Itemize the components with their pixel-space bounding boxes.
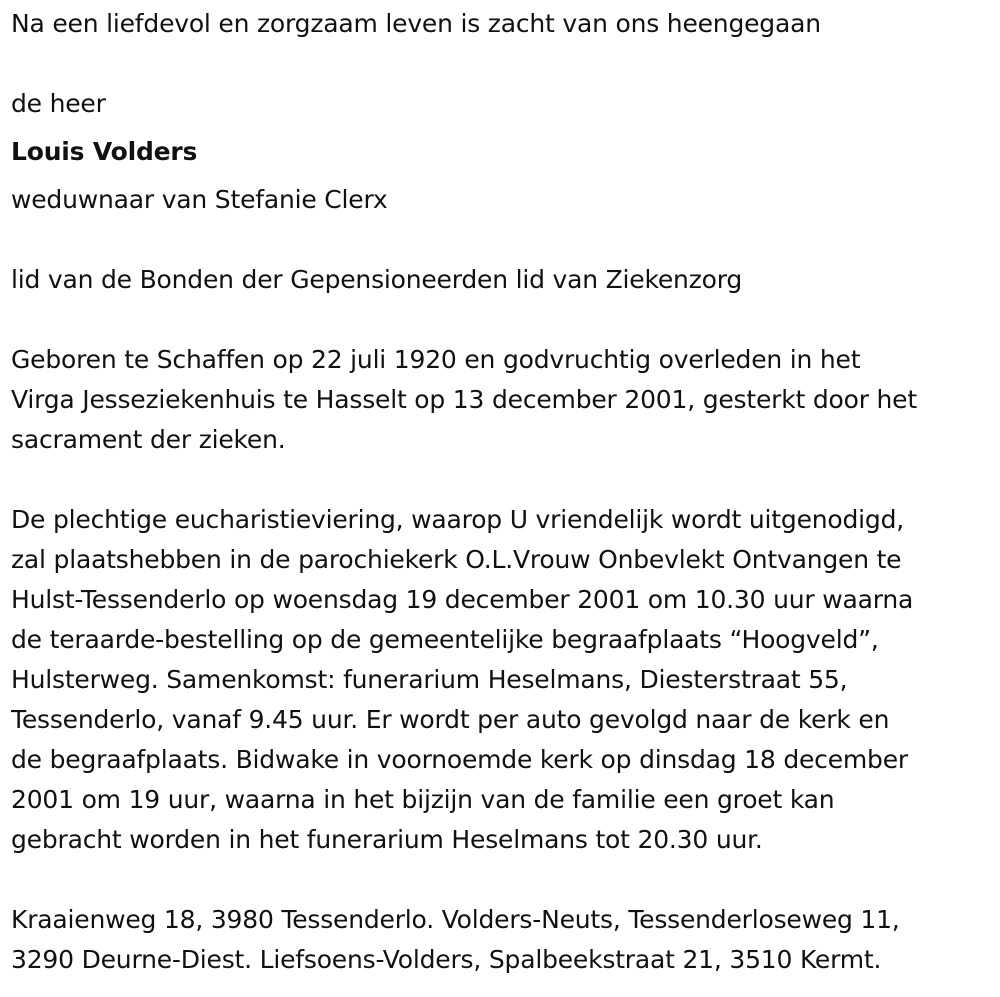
- spacer: [11, 124, 988, 132]
- paragraph-line: de teraarde-bestelling op de gemeentelijke begraafplaats “Hoogveld”,: [11, 625, 879, 654]
- spacer: [11, 860, 988, 900]
- paragraph-line: Geboren te Schaffen op 22 juli 1920 en godvruchtig overleden in het: [11, 345, 861, 374]
- intro-line: Na een liefdevol en zorgzaam leven is zacht van ons heengegaan: [11, 9, 821, 38]
- paragraph-line: 2001 om 19 uur, waarna in het bijzijn van de familie een groet kan: [11, 785, 835, 814]
- paragraph-line: Hulst-Tessenderlo op woensdag 19 december 2001 om 10.30 uur waarna: [11, 585, 914, 614]
- birth-death-paragraph: [11, 340, 988, 460]
- relation-line: weduwnaar van Stefanie Clerx: [11, 185, 388, 214]
- spacer: [11, 460, 988, 500]
- addresses-paragraph: [11, 900, 988, 980]
- spacer: [11, 220, 988, 260]
- salutation: de heer: [11, 89, 106, 118]
- paragraph-line: De plechtige eucharistieviering, waarop U vriendelijk wordt uitgenodigd,: [11, 505, 904, 534]
- ceremony-paragraph: [11, 500, 988, 860]
- paragraph-line: Kraaienweg 18, 3980 Tessenderlo. Volders-Neuts, Tessenderloseweg 11,: [11, 905, 900, 934]
- paragraph-line: 3290 Deurne-Diest. Liefsoens-Volders, Spalbeekstraat 21, 3510 Kermt.: [11, 945, 882, 974]
- spacer: [11, 172, 988, 180]
- paragraph-line: zal plaatshebben in de parochiekerk O.L.Vrouw Onbevlekt Ontvangen te: [11, 545, 902, 574]
- paragraph-line: gebracht worden in het funerarium Heselmans tot 20.30 uur.: [11, 825, 763, 854]
- spacer: [11, 44, 988, 84]
- paragraph-line: Hulsterweg. Samenkomst: funerarium Heselmans, Diesterstraat 55,: [11, 665, 848, 694]
- paragraph-line: Tessenderlo, vanaf 9.45 uur. Er wordt per auto gevolgd naar de kerk en: [11, 705, 890, 734]
- paragraph-line: de begraafplaats. Bidwake in voornoemde kerk op dinsdag 18 december: [11, 745, 908, 774]
- memberships-line: lid van de Bonden der Gepensioneerden lid van Ziekenzorg: [11, 265, 743, 294]
- deceased-name: Louis Volders: [11, 137, 198, 166]
- paragraph-line: sacrament der zieken.: [11, 425, 286, 454]
- spacer: [11, 300, 988, 340]
- paragraph-line: Virga Jesseziekenhuis te Hasselt op 13 december 2001, gesterkt door het: [11, 385, 917, 414]
